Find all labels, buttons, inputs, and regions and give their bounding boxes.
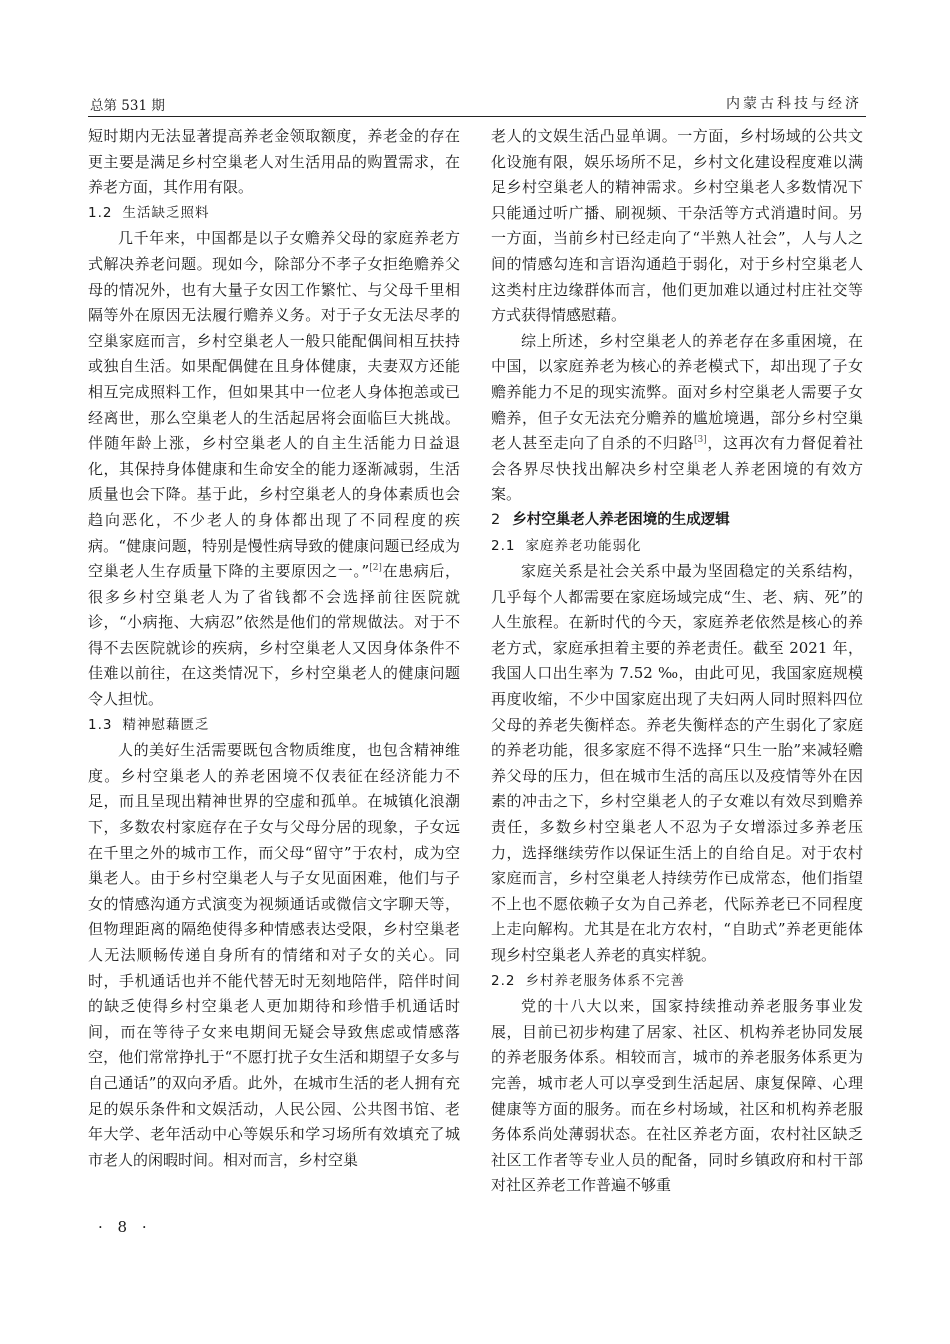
journal-name: 内蒙古科技与经济: [726, 96, 862, 112]
section-heading-1-2: [88, 201, 460, 227]
section-heading-1-3: [88, 713, 460, 739]
paragraph-text: 几千年来，中国都是以子女赡养父母的家庭养老方式解决养老问题。现如今，除部分不孝子女拒绝赡养父母的情况外，也有大量子女因工作繁忙、与父母千里相隔等外在原因无法履行赡养义务。对于子女无法尽孝的空巢家庭而言，乡村空巢老人一般只能配偶间相互扶持或独自生活。如果配偶健在且身体健康，夫妻双方还能相互完成照料工作，但如果其中一位老人身体抱恙或已经离世，那么空巢老人的生活起居将会面临巨大挑战。伴随年龄上涨，乡村空巢老人的自主生活能力日益退化，其保持身体健康和生命安全的能力逐渐减弱，生活质量也会下降。基于此，乡村空巢老人的身体素质也会趋向恶化，不少老人的身体都出现了不同程度的疾病。“健康问题，特别是慢性病导致的健康问题已经成为空巢老人生存质量下降的主要原因之一。”: [88, 229, 460, 581]
paragraph: 家庭关系是社会关系中最为坚固稳定的关系结构，几乎每个人都需要在家庭场域完成“生、老、病、死”的人生旅程。在新时代的今天，家庭养老依然是核心的养老方式，家庭承担着主要的养老责任。截至 2021 年，我国人口出生率为 7.52 ‰，由此可见，我国家庭规模再度收缩，不少中国家庭出现了夫妇两人同时照料四位父母的养老失衡样态。养老失衡样态的产生弱化了家庭的养老功能，很多家庭不得不选择“只生一胎”来减轻赡养父母的压力，但在城市生活的高压以及疫情等外在因素的冲击之下，乡村空巢老人的子女难以有效尽到赡养责任，多数乡村空巢老人不忍为子女增添过多养老压力，选择继续劳作以保证生活上的自给自足。对于农村家庭而言，乡村空巢老人持续劳作已成常态，他们指望不上也不愿依赖子女为自己养老，代际养老已不同程度上走向解构。尤其是在北方农村，“自助式”养老更能体现乡村空巢老人养老的真实样貌。: [491, 562, 863, 964]
citation-ref: [2]: [369, 563, 382, 574]
section-number: 1.3: [88, 716, 113, 733]
section-heading-2: [491, 508, 863, 534]
section-title: 家庭养老功能弱化: [525, 537, 642, 554]
paragraph: 人的美好生活需要既包含物质维度，也包含精神维度。乡村空巢老人的养老困境不仅表征在经济能力不足，而且呈现出精神世界的空虚和孤单。在城镇化浪潮下，多数农村家庭存在子女与父母分居的现象，子女远在千里之外的城市工作，而父母“留守”于农村，成为空巢老人。由于乡村空巢老人与子女见面困难，他们与子女的情感沟通方式演变为视频通话或微信文字聊天等，但物理距离的隔绝使得多种情感表达受限，乡村空巢老人无法顺畅传递自身所有的情绪和对子女的关心。同时，手机通话也并不能代替无时无刻地陪伴，陪伴时间的缺乏使得乡村空巢老人更加期待和珍惜手机通话时间，而在等待子女来电期间无疑会导致焦虑或情感落空，他们常常挣扎于“不愿打扰子女生活和期望子女多与自己通话”的双向矛盾。此外，在城市生活的老人拥有充足的娱乐条件和文娱活动，人民公园、公共图书馆、老年大学、老年活动中心等娱乐和学习场所有效填充了城市老人的闲暇时间。相对而言，乡村空巢: [88, 741, 460, 1169]
paragraph-text: 在患病后，很多乡村空巢老人为了省钱都不会选择前往医院就诊，“小病拖、大病忍”依然是他们的常规做法。对于不得不去医院就诊的疾病，乡村空巢老人又因身体条件不佳难以前往，在这类情况下，乡村空巢老人的健康问题令人担忧。: [88, 562, 460, 709]
running-header: [88, 92, 866, 117]
left-column: [88, 124, 460, 1173]
section-number: 2: [491, 511, 501, 528]
issue-number: 总第 531 期: [90, 98, 165, 114]
section-number: 2.2: [491, 972, 516, 989]
paragraph-text: 综上所述，乡村空巢老人的养老存在多重困境，在中国，以家庭养老为核心的养老模式下，却出现了子女赡养能力不足的现实流弊。面对乡村空巢老人需要子女赡养，但子女无法充分赡养的尴尬境遇，部分乡村空巢老人甚至走向了自杀的不归路: [491, 331, 863, 453]
right-column: [491, 124, 863, 1199]
citation-ref: [3]: [694, 435, 707, 446]
section-number: 1.2: [88, 204, 113, 221]
paragraph: [88, 226, 460, 712]
section-heading-2-1: [491, 534, 863, 560]
section-heading-2-2: [491, 969, 863, 995]
section-number: 2.1: [491, 537, 516, 554]
section-title: 乡村空巢老人养老困境的生成逻辑: [512, 511, 730, 528]
section-title: 生活缺乏照料: [122, 204, 210, 221]
paragraph-text: ，这再次有力督促着社会各界尽快找出解决乡村空巢老人养老困境的有效方案。: [491, 434, 863, 504]
page-number: · 8 ·: [98, 1218, 152, 1236]
paragraph: 短时期内无法显著提高养老金领取额度，养老金的存在更主要是满足乡村空巢老人对生活用品的购置需求，在养老方面，其作用有限。: [88, 127, 460, 197]
section-title: 乡村养老服务体系不完善: [525, 972, 685, 989]
paragraph: 党的十八大以来，国家持续推动养老服务事业发展，目前已初步构建了居家、社区、机构养老协同发展的养老服务体系。相较而言，城市的养老服务体系更为完善，城市老人可以享受到生活起居、康复保障、心理健康等方面的服务。而在乡村场域，社区和机构养老服务体系尚处薄弱状态。在社区养老方面，农村社区缺乏社区工作者等专业人员的配备，同时乡镇政府和村干部对社区养老工作普遍不够重: [491, 997, 863, 1195]
paragraph: [491, 329, 863, 508]
section-title: 精神慰藉匮乏: [122, 716, 210, 733]
paragraph: 老人的文娱生活凸显单调。一方面，乡村场域的公共文化设施有限，娱乐场所不足，乡村文化建设程度难以满足乡村空巢老人的精神需求。乡村空巢老人多数情况下只能通过听广播、刷视频、干杂活等方式消遣时间。另一方面，当前乡村已经走向了“半熟人社会”，人与人之间的情感勾连和言语沟通趋于弱化，对于乡村空巢老人这类村庄边缘群体而言，他们更加难以通过村庄社交等方式获得情感慰藉。: [491, 127, 863, 325]
